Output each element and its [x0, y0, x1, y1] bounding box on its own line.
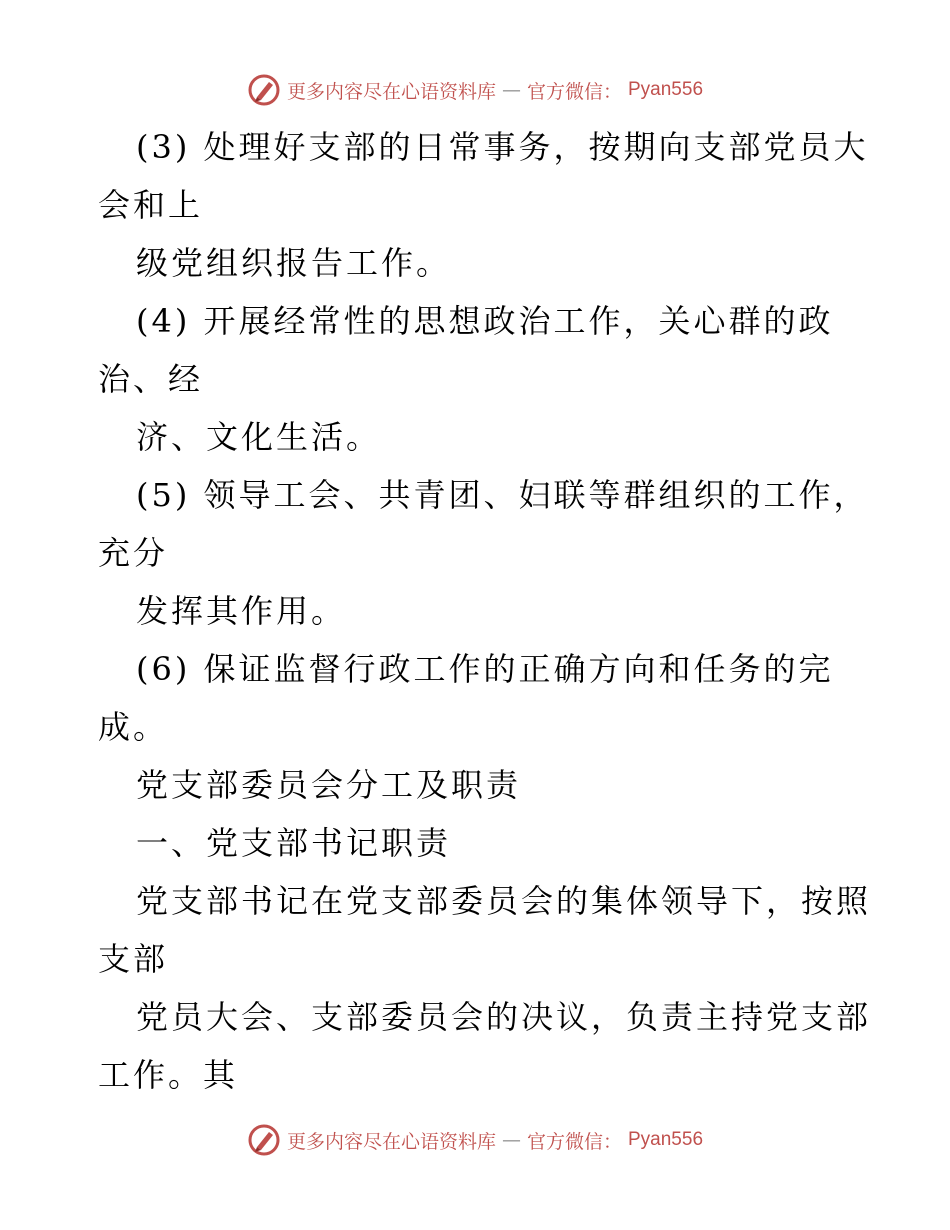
text-line: (5) 领导工会、共青团、妇联等群组织的工作，	[136, 476, 869, 514]
text-line: 党支部书记在党支部委员会的集体领导下，按照	[136, 882, 872, 920]
watermark-wechat-id: Pyan556	[628, 1129, 704, 1150]
text-line: 党支部委员会分工及职责	[136, 766, 522, 804]
watermark-separator: —	[501, 1129, 521, 1151]
watermark-footer	[0, 1120, 950, 1160]
text-line: 充分	[98, 534, 169, 572]
watermark-wechat-label: 官方微信：	[526, 80, 622, 103]
watermark-wechat-label: 官方微信：	[526, 1130, 622, 1153]
text-line: 成。	[98, 708, 169, 746]
text-line: 济、文化生活。	[136, 418, 382, 456]
text-line: 发挥其作用。	[136, 592, 347, 630]
text-line: 党员大会、支部委员会的决议，负责主持党支部	[136, 998, 872, 1036]
text-line: (4) 开展经常性的思想政治工作，关心群的政	[136, 302, 834, 340]
text-line: 一、党支部书记职责	[136, 824, 452, 862]
watermark-wechat-id: Pyan556	[628, 79, 704, 100]
watermark-main-text: 更多内容尽在心语资料库	[286, 1130, 496, 1153]
text-line: (3) 处理好支部的日常事务，按期向支部党员大	[136, 128, 869, 166]
text-line: 治、经	[98, 360, 204, 398]
document-body	[98, 118, 872, 1104]
watermark-main-text: 更多内容尽在心语资料库	[286, 80, 496, 103]
watermark-header	[0, 70, 950, 110]
text-line: 会和上	[98, 186, 204, 224]
text-line: 支部	[98, 940, 169, 978]
pen-logo-icon	[247, 1123, 281, 1157]
text-line: 工作。其	[98, 1056, 239, 1094]
text-line: 级党组织报告工作。	[136, 244, 452, 282]
watermark-separator: —	[501, 79, 521, 101]
pen-logo-icon	[247, 73, 281, 107]
text-line: (6) 保证监督行政工作的正确方向和任务的完	[136, 650, 834, 688]
